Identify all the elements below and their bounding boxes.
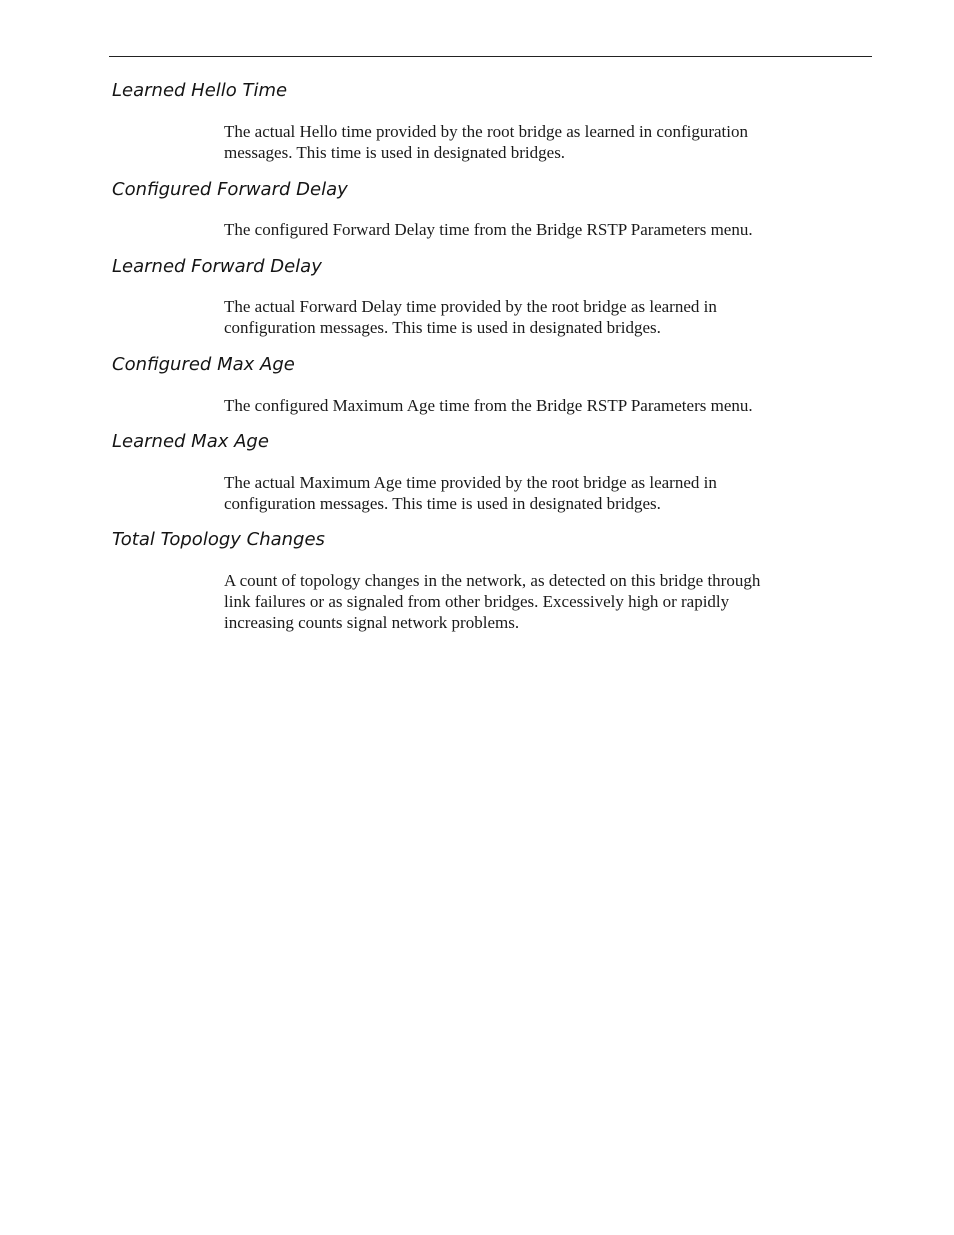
description-line: A count of topology changes in the network, as detected on this bridge through <box>224 571 761 590</box>
section-heading: Configured Max Age <box>112 354 295 375</box>
section-description <box>224 395 854 416</box>
section-description <box>224 296 854 338</box>
description-line: increasing counts signal network problems. <box>224 613 520 632</box>
description-line: The actual Maximum Age time provided by the root bridge as learned in <box>224 473 717 492</box>
section-heading: Learned Hello Time <box>112 80 288 101</box>
description-line: configuration messages. This time is used in designated bridges. <box>224 494 661 513</box>
section-description <box>224 570 854 633</box>
description-line: messages. This time is used in designated bridges. <box>224 143 566 162</box>
section-heading: Configured Forward Delay <box>112 179 348 200</box>
description-line: The configured Forward Delay time from the Bridge RSTP Parameters menu. <box>224 220 753 239</box>
section-heading: Learned Forward Delay <box>112 256 322 277</box>
section-description <box>224 121 854 163</box>
section-description <box>224 219 854 240</box>
top-rule <box>109 56 872 57</box>
section-description <box>224 472 854 514</box>
description-line: link failures or as signaled from other bridges. Excessively high or rapidly <box>224 592 730 611</box>
section-heading: Total Topology Changes <box>112 529 325 550</box>
section-heading: Learned Max Age <box>112 431 269 452</box>
description-line: The actual Forward Delay time provided by the root bridge as learned in <box>224 297 717 316</box>
description-line: The configured Maximum Age time from the Bridge RSTP Parameters menu. <box>224 396 753 415</box>
description-line: configuration messages. This time is used in designated bridges. <box>224 318 661 337</box>
description-line: The actual Hello time provided by the root bridge as learned in configuration <box>224 122 748 141</box>
